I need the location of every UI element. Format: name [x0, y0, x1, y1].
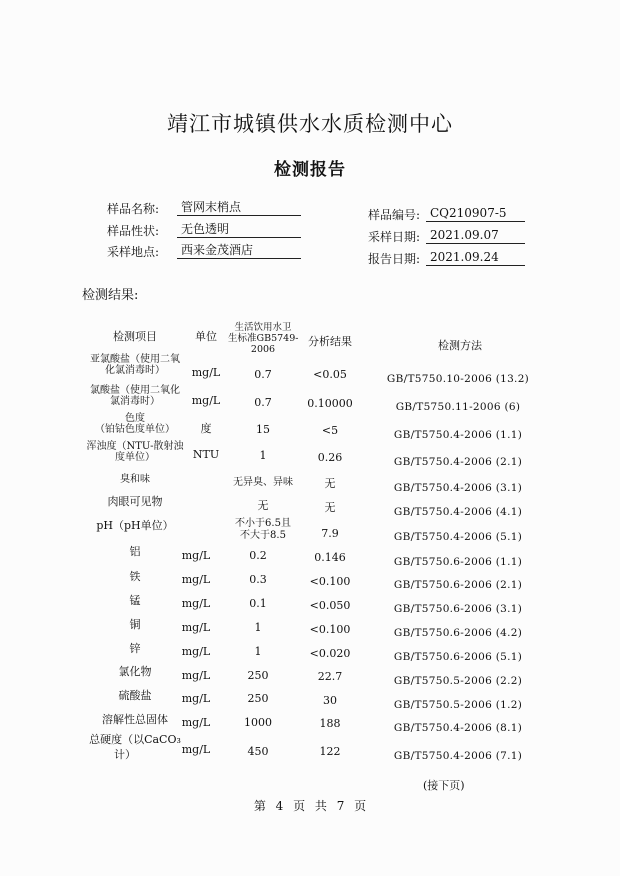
row-unit: mg/L: [181, 549, 211, 562]
row-standard-line1: 不小于6.5且: [235, 518, 291, 529]
row-result: 0.26: [317, 451, 343, 464]
sample-nature-value: 无色透明: [177, 222, 301, 238]
page-footer: 第 4 页 共 7 页: [253, 799, 367, 813]
header-standard-line1: 生活饮用水卫: [234, 322, 292, 333]
row-item-line2: 度单位）: [115, 452, 155, 463]
row-standard: 1000: [244, 716, 272, 729]
row-item-line1: 锰: [129, 594, 141, 607]
row-standard: 0.7: [254, 396, 272, 409]
row-result: 122: [319, 745, 341, 758]
row-result: 30: [323, 694, 337, 707]
row-unit: mg/L: [191, 366, 221, 379]
row-item-line1: 亚氯酸盐（使用二氧: [90, 354, 180, 365]
row-result: <0.100: [309, 623, 351, 636]
sampling-location-value: 西来金茂酒店: [177, 243, 301, 259]
row-item-line2: 计）: [114, 748, 136, 761]
row-method: GB/T5750.6-2006 (4.2): [393, 627, 523, 639]
row-method: GB/T5750.11-2006 (6): [395, 401, 521, 413]
row-result: <0.020: [309, 647, 351, 660]
sampling-date-value: 2021.09.07: [426, 228, 525, 244]
row-standard: 无: [257, 499, 269, 512]
results-heading: 检测结果:: [82, 288, 139, 303]
row-item-line1: 铁: [129, 570, 141, 583]
row-item-line1: 色度: [125, 413, 145, 424]
row-result: 188: [319, 717, 341, 730]
header-standard-line3: 2006: [250, 344, 276, 355]
row-item-line1: 臭和味: [120, 474, 150, 485]
row-standard: 0.1: [249, 597, 267, 610]
row-standard: 450: [247, 745, 269, 758]
row-item-line1: 氯化物: [118, 665, 152, 678]
row-item-line2: 氯消毒时）: [110, 396, 160, 407]
row-standard: 15: [256, 423, 270, 436]
row-method: GB/T5750.6-2006 (2.1): [393, 579, 523, 591]
row-unit: NTU: [192, 448, 220, 461]
row-item-line1: 铜: [129, 618, 141, 631]
row-method: GB/T5750.4-2006 (3.1): [393, 482, 523, 494]
row-method: GB/T5750.4-2006 (7.1): [393, 750, 523, 762]
row-result: 7.9: [321, 527, 339, 540]
row-method: GB/T5750.4-2006 (5.1): [393, 531, 523, 543]
row-method: GB/T5750.6-2006 (3.1): [393, 603, 523, 615]
sampling-date-label: 采样日期:: [368, 230, 421, 244]
row-item-line1: 硫酸盐: [118, 689, 152, 702]
row-result: <0.050: [309, 599, 351, 612]
row-standard: 1: [259, 449, 267, 462]
row-standard: 1: [254, 621, 262, 634]
row-method: GB/T5750.10-2006 (13.2): [386, 373, 530, 385]
row-result: <5: [321, 424, 339, 437]
row-method: GB/T5750.5-2006 (1.2): [393, 699, 523, 711]
row-result: 0.10000: [307, 397, 353, 410]
report-date-label: 报告日期:: [368, 252, 421, 266]
continue-note: (接下页): [423, 779, 465, 792]
sampling-location-label: 采样地点:: [107, 245, 160, 259]
row-unit: mg/L: [191, 394, 221, 407]
row-unit: mg/L: [181, 573, 211, 586]
row-standard: 0.3: [249, 573, 267, 586]
row-result: 无: [324, 501, 336, 514]
row-item-line2: （铂钴色度单位）: [95, 424, 175, 435]
row-item-line1: 氯酸盐（使用二氧化: [90, 385, 180, 396]
row-item-line1: 溶解性总固体: [102, 713, 168, 726]
row-method: GB/T5750.4-2006 (4.1): [393, 506, 523, 518]
row-result: 22.7: [317, 670, 343, 683]
sample-nature-label: 样品性状:: [107, 224, 160, 238]
header-method: 检测方法: [438, 339, 482, 352]
row-unit: 度: [200, 422, 212, 435]
row-standard: 250: [247, 669, 269, 682]
row-unit: mg/L: [181, 669, 211, 682]
row-item-line1: 锌: [129, 642, 141, 655]
sample-number-label: 样品编号:: [368, 208, 421, 222]
row-unit: mg/L: [181, 743, 211, 756]
row-method: GB/T5750.6-2006 (5.1): [393, 651, 523, 663]
row-result: <0.100: [309, 575, 351, 588]
row-unit: mg/L: [181, 716, 211, 729]
row-item-line1: pH（pH单位）: [96, 519, 174, 532]
row-unit: mg/L: [181, 597, 211, 610]
row-item-line2: 化氯消毒时）: [105, 365, 165, 376]
row-method: GB/T5750.5-2006 (2.2): [393, 675, 523, 687]
sample-number-value: CQ210907-5: [426, 206, 525, 222]
row-method: GB/T5750.6-2006 (1.1): [393, 556, 523, 568]
row-standard: 无异臭、异味: [233, 477, 293, 488]
row-item-line1: 浑浊度（NTU-散射浊: [86, 441, 184, 452]
header-standard-line2: 生标准GB5749-: [228, 333, 299, 344]
sample-name-label: 样品名称:: [107, 202, 160, 216]
header-result: 分析结果: [308, 335, 352, 348]
row-result: <0.05: [313, 368, 347, 381]
row-standard: 0.7: [254, 368, 272, 381]
row-standard: 0.2: [249, 549, 267, 562]
row-item-line1: 总硬度（以CaCO₃: [89, 733, 181, 746]
header-unit: 单位: [195, 330, 217, 343]
row-item-line1: 铝: [129, 545, 141, 558]
row-standard-line2: 不大于8.5: [240, 530, 286, 541]
row-result: 无: [324, 477, 336, 490]
row-standard: 250: [247, 692, 269, 705]
row-result: 0.146: [314, 551, 346, 564]
row-method: GB/T5750.4-2006 (1.1): [393, 429, 523, 441]
row-unit: mg/L: [181, 692, 211, 705]
sample-name-value: 管网末梢点: [177, 200, 301, 216]
report-date-value: 2021.09.24: [426, 250, 525, 266]
row-unit: mg/L: [181, 621, 211, 634]
report-subtitle: 检测报告: [274, 160, 346, 180]
row-standard: 1: [254, 645, 262, 658]
header-item: 检测项目: [113, 330, 157, 343]
row-method: GB/T5750.4-2006 (2.1): [393, 456, 523, 468]
page-title: 靖江市城镇供水水质检测中心: [167, 112, 453, 136]
row-unit: mg/L: [181, 645, 211, 658]
row-item-line1: 肉眼可见物: [107, 495, 163, 508]
row-method: GB/T5750.4-2006 (8.1): [393, 722, 523, 734]
